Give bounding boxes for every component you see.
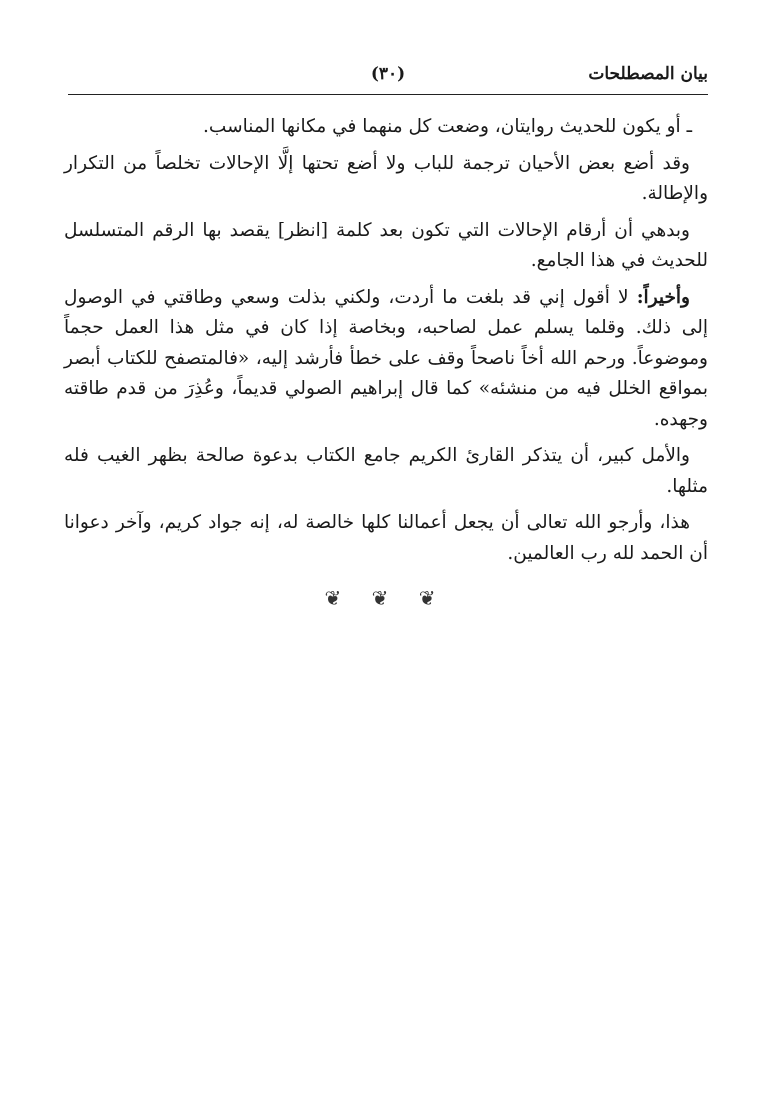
paragraph-4-text: لا أقول إني قد بلغت ما أردت، ولكني بذلت وسعي وطاقتي في الوصول إلى ذلك. وقلما يسلم عمل لصاحبه، وبخاصة إذا كان في مثل هذا العمل حجماً وموضوعاً. ورحم الله أخاً ناصحاً وقف على خطأ فأرشد إليه، «فالمتصفح للكتاب أبصر بمواقع الخلل فيه من منشئه» كما قال إبراهيم الصولي قديماً، وعُذِرَ من قدم طاقته وجهده. — [64, 286, 708, 430]
paragraph-2: وقد أضع بعض الأحيان ترجمة للباب ولا أضع تحتها إلَّا الإحالات تخلصاً من التكرار والإطالة. — [64, 152, 708, 204]
running-header — [68, 58, 708, 95]
paragraph-3: وبدهي أن أرقام الإحالات التي تكون بعد كلمة [انظر] يقصد بها الرقم المتسلسل للحديث في هذا الجامع. — [64, 219, 708, 271]
paragraph-5: والأمل كبير، أن يتذكر القارئ الكريم جامع الكتاب بدعوة صالحة بظهر الغيب فله مثلها. — [64, 445, 708, 497]
running-title: بيان المصطلحات — [588, 64, 708, 84]
body-text — [64, 112, 708, 614]
page-number: (٣٠) — [370, 64, 406, 84]
paragraph-6: هذا، وأرجو الله تعالى أن يجعل أعمالنا كلها خالصة له، إنه جواد كريم، وآخر دعوانا أن الحمد لله رب العالمين. — [64, 512, 708, 564]
section-end-ornament: ❦ ❦ ❦ — [324, 586, 448, 610]
paragraph-4-lead: وأخيراً: — [636, 286, 690, 308]
paragraph-4 — [64, 283, 708, 436]
paragraph-1: ـ أو يكون للحديث روايتان، وضعت كل منهما في مكانها المناسب. — [203, 116, 692, 137]
